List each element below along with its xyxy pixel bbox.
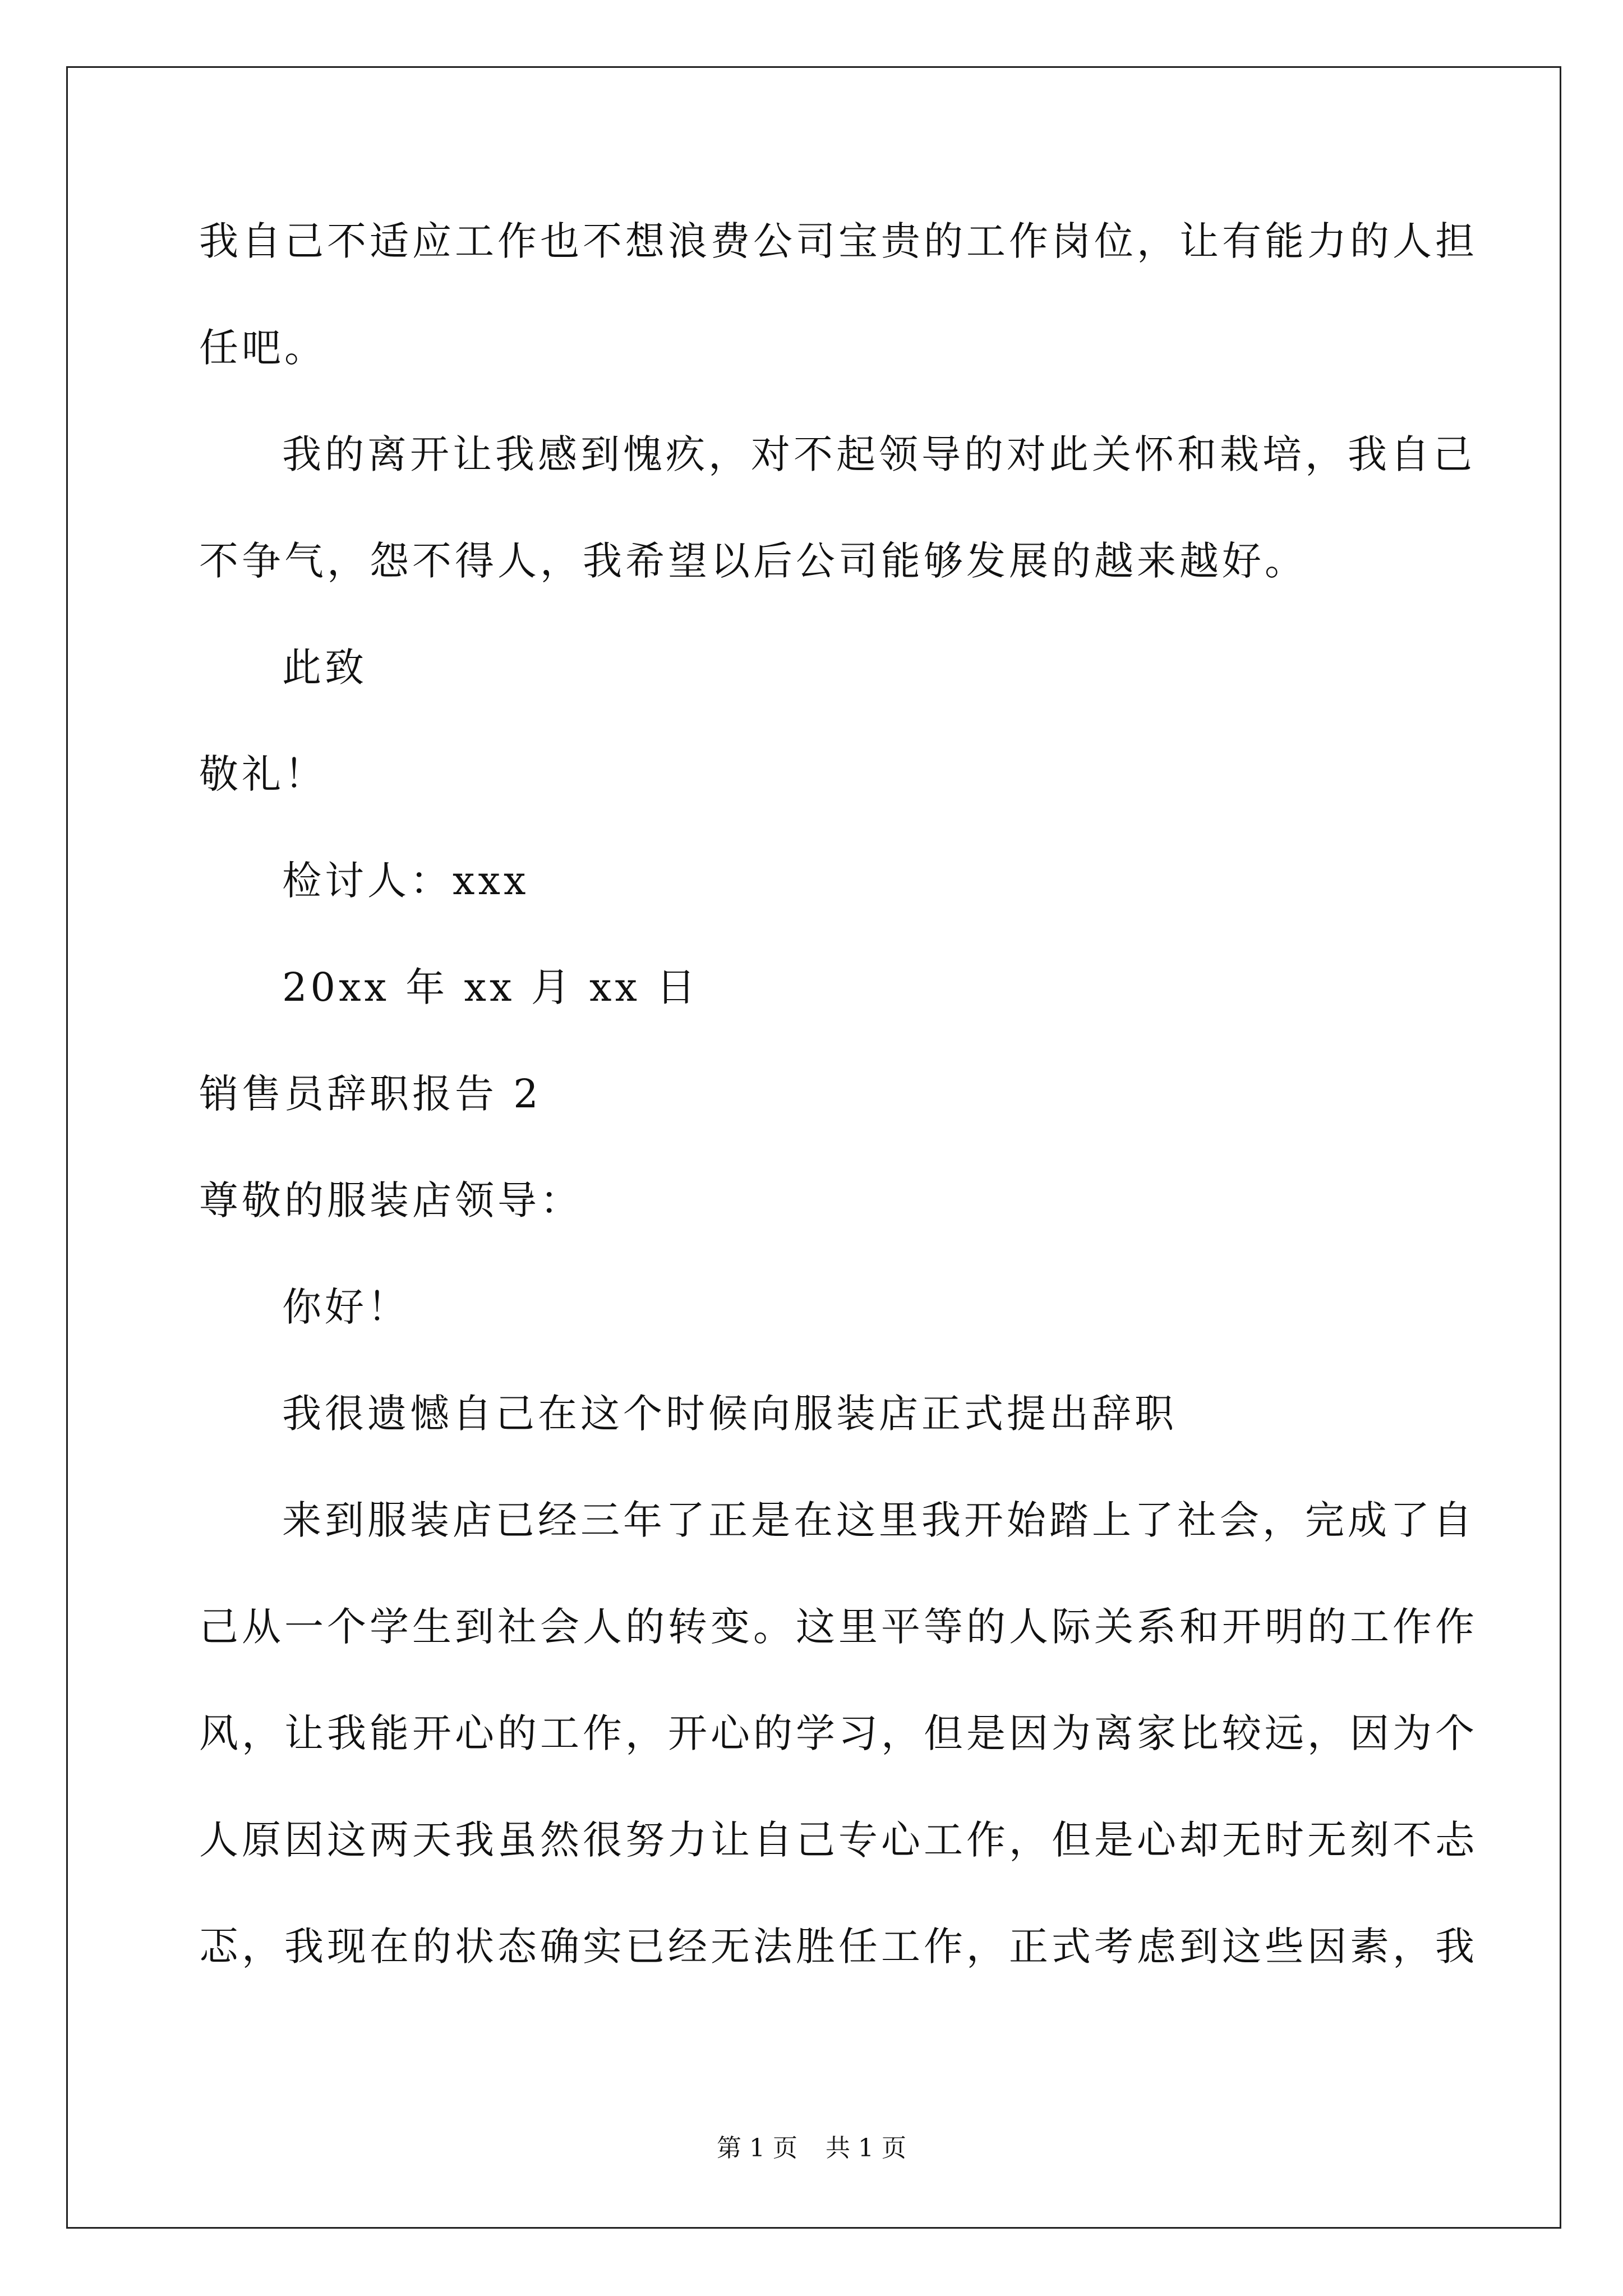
text-line-3: 我的离开让我感到愧疚，对不起领导的对此关怀和栽培，我自己 <box>282 431 1476 477</box>
signature-line: 检讨人：xxx <box>282 858 529 904</box>
text-line-17: 忑，我现在的状态确实已经无法胜任工作，正式考虑到这些因素，我 <box>199 1924 1478 1970</box>
page-footer <box>0 2132 1623 2165</box>
text-line-16: 人原因这两天我虽然很努力让自己专心工作，但是心却无时无刻不忐 <box>199 1817 1478 1863</box>
text-line-1: 我自己不适应工作也不想浪费公司宝贵的工作岗位，让有能力的人担 <box>199 218 1478 264</box>
text-line-2: 任吧。 <box>199 325 327 371</box>
closing-regards: 敬礼！ <box>199 751 327 797</box>
section-heading: 销售员辞职报告 2 <box>199 1071 542 1117</box>
closing-salutation: 此致 <box>282 645 367 691</box>
page-number-total: 共 1 页 <box>826 2134 906 2162</box>
text-line-12: 我很遗憾自己在这个时候向服装店正式提出辞职 <box>282 1391 1177 1437</box>
text-line-4: 不争气，怨不得人，我希望以后公司能够发展的越来越好。 <box>199 538 1307 584</box>
text-line-13: 来到服装店已经三年了正是在这里我开始踏上了社会，完成了自 <box>282 1497 1476 1543</box>
date-line: 20xx 年 xx 月 xx 日 <box>282 964 699 1010</box>
page-number-current: 第 1 页 <box>717 2134 797 2162</box>
text-line-15: 风，让我能开心的工作，开心的学习，但是因为离家比较远，因为个 <box>199 1710 1478 1756</box>
salutation: 尊敬的服装店领导： <box>199 1177 583 1223</box>
text-line-14: 己从一个学生到社会人的转变。这里平等的人际关系和开明的工作作 <box>199 1604 1478 1650</box>
document-body <box>199 188 1478 2000</box>
greeting: 你好！ <box>282 1284 410 1330</box>
